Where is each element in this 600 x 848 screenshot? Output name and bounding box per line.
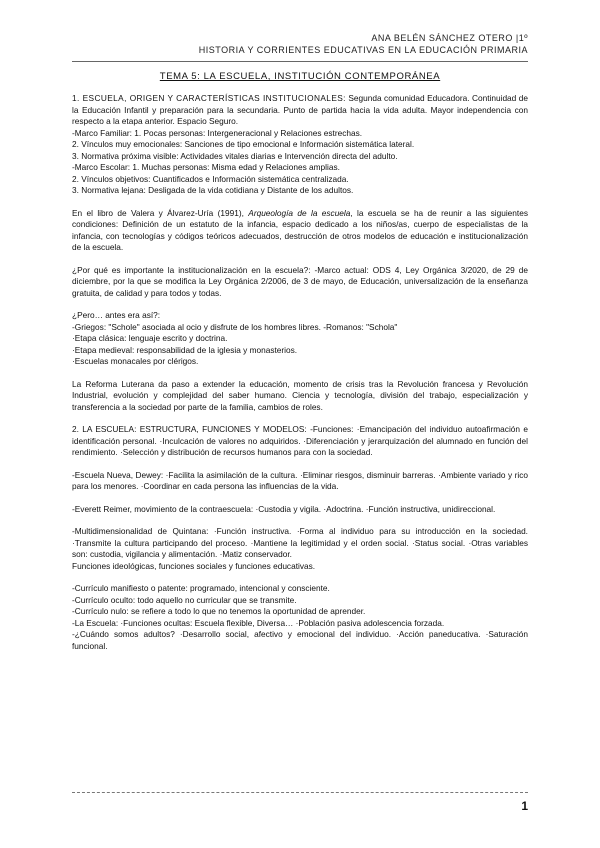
page-header <box>199 32 528 56</box>
why-paragraph: ¿Por qué es importante la institucionalización en la escuela?: -Marco actual: ODS 4, Ley Orgánica 3/2020, de 29 de diciembre, por la que se modifica la Ley Orgánica 2/2006, de 3 de mayo, de Educación, universalización de la enseñanza gratuita, de calidad y para todos y todas. <box>72 264 528 298</box>
section-2-paragraph <box>72 424 528 459</box>
curriculum-list <box>72 583 528 652</box>
header-course: HISTORIA Y CORRIENTES EDUCATIVAS EN LA EDUCACIÓN PRIMARIA <box>198 45 528 55</box>
list-item: -Marco Familiar: 1. Pocas personas: Intergeneracional y Relaciones estrechas. <box>72 127 363 138</box>
before-list <box>72 310 528 368</box>
before-question: ¿Pero… antes era así?: <box>72 310 161 320</box>
header-divider <box>72 61 528 62</box>
list-item: 3. Normativa lejana: Desligada de la vida cotidiana y Distante de los adultos. <box>72 185 354 195</box>
list-item: 3. Normativa próxima visible: Actividades vitales diarias e Intervención directa del adulto. <box>72 150 398 161</box>
list-item: -Griegos: "Schole" asociada al ocio y disfrute de los hombres libres. -Romanos: "Schola" <box>72 321 398 332</box>
list-item: ·Escuelas monacales por clérigos. <box>72 356 199 366</box>
list-item: -Marco Escolar: 1. Muchas personas: Misma edad y Relaciones amplias. <box>72 162 340 172</box>
list-item: ·Etapa clásica: lenguaje escrito y doctrina. <box>72 333 228 343</box>
footer-divider <box>72 792 528 793</box>
page-title: TEMA 5: LA ESCUELA, INSTITUCIÓN CONTEMPORÁNEA <box>159 71 441 82</box>
list-item: ·Etapa medieval: responsabilidad de la iglesia y monasterios. <box>72 344 298 355</box>
list-item: -La Escuela: ·Funciones ocultas: Escuela flexible, Diversa… ·Población pasiva adolescencia forzada. <box>72 617 445 628</box>
dewey-paragraph: -Escuela Nueva, Dewey: ·Facilita la asimilación de la cultura. ·Eliminar riesgos, disminuir barreras. ·Ambiente variado y rico para los menores. ·Coordinar en cada persona las influencias de la vida. <box>72 469 528 491</box>
section-1-heading: 1. ESCUELA, ORIGEN Y CARACTERÍSTICAS INSTITUCIONALES: <box>72 93 346 103</box>
valera-paragraph <box>72 208 528 254</box>
header-author: ANA BELÉN SÁNCHEZ OTERO |1º <box>371 33 528 43</box>
book-title: Arqueología de la escuela <box>248 207 351 218</box>
list-item: 2. Vínculos muy emocionales: Sanciones de tipo emocional e Información sistemática lateral. <box>72 139 415 149</box>
section-1-intro: Segunda comunidad Educadora. Continuidad de la Educación Infantil y preparación para la secundaria. Punto de partida hacia la vida adulta. Mayor independencia con respecto a la etapa anterior. Espacio Seguro. <box>72 93 528 126</box>
list-item: 2. Vínculos objetivos: Cuantificados e Información sistemática centralizada. <box>72 173 349 184</box>
quintana-paragraph <box>72 526 528 572</box>
list-item: -Currículo oculto: todo aquello no curricular que se transmite. <box>72 594 297 605</box>
valera-post: , la escuela se ha de reunir a las siguientes condiciones: Definición de un estatuto de la infancia, espacio dedicado a los niños/as, cuerpo de especialistas de la infancia, con tecnologías y códigos teóricos adecuados, destrucción de otros modelos de educación e institucionalización de la escuela. <box>72 207 528 252</box>
valera-pre: En el libro de Valera y Álvarez-Uría (1991), <box>72 207 249 218</box>
section-2-heading: 2. LA ESCUELA: ESTRUCTURA, FUNCIONES Y MODELOS: <box>72 424 307 434</box>
list-item: -Currículo nulo: se refiere a todo lo que no tenemos la oportunidad de aprender. <box>72 606 366 616</box>
page-number: 1 <box>521 799 528 813</box>
frames-list <box>72 128 528 197</box>
adults-question: -¿Cuándo somos adultos? ·Desarrollo social, afectivo y emocional del individuo. ·Acción paneducativa. ·Saturación funcional. <box>72 629 528 651</box>
section-2-text: -Funciones: ·Emancipación del individuo autoafirmación e identificación personal. ·Inculcación de valores no adquiridos. ·Diferenciación y jerarquización del alumnado en función del rendimiento. ·Selección y distribución de recursos humanos para con la sociedad. <box>72 424 528 457</box>
section-1-paragraph <box>72 93 528 128</box>
reform-paragraph: La Reforma Luterana da paso a extender la educación, momento de crisis tras la Revolución francesa y Revolución Industrial, evolución y complejidad del saber humano. Ciencia y tecnología, división del trabajo, especialización y transferencia a la sociedad por parte de la familia, cambios de roles. <box>72 378 528 412</box>
reimer-paragraph: -Everett Reimer, movimiento de la contraescuela: ·Custodia y vigila. ·Adoctrina. ·Función instructiva, unidireccional. <box>72 503 496 514</box>
document-body <box>72 93 528 663</box>
quintana-functions: Funciones ideológicas, funciones sociales y funciones educativas. <box>72 560 316 571</box>
quintana-text: -Multidimensionalidad de Quintana: ·Función instructiva. ·Forma al individuo para su introducción en la sociedad. ·Transmite la cultura participando del proceso. ·Mantiene la legitimidad y el orden social. ·Status social. ·Otras variables son: custodia, vigilancia y alimentación. ·Matiz conservador. <box>72 526 528 559</box>
list-item: -Currículo manifiesto o patente: programado, intencional y consciente. <box>72 583 330 593</box>
